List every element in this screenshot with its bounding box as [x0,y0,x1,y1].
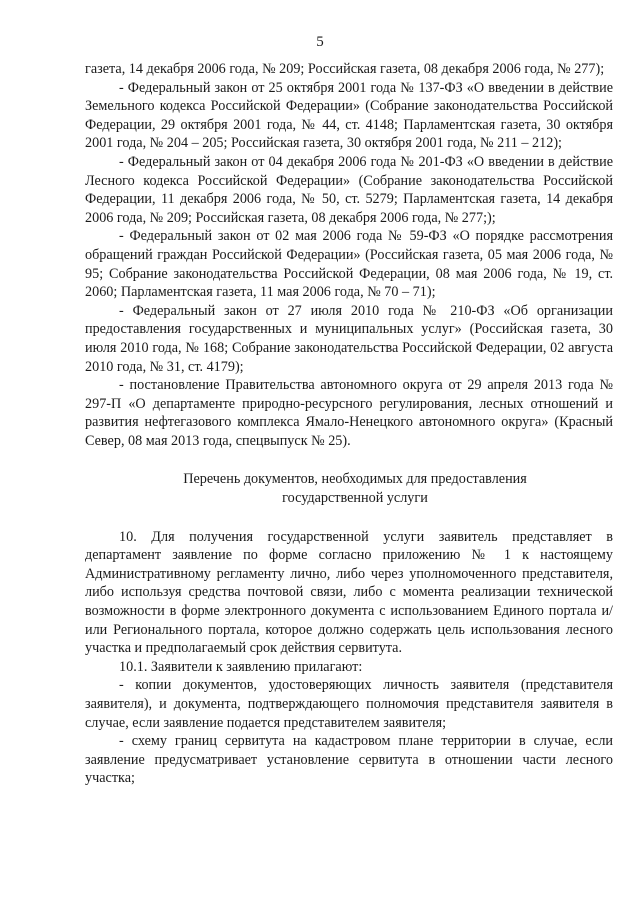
paragraph: 10. Для получения государственной услуги заявитель представляет в департамент заявление по форме согласно приложению № 1 к настоящему Административному регламенту лично, либо через уполномоченного представителя, либо используя средства почтовой связи, либо с момента реализации технической возможности в форме электронного документа с использованием Единого портала и/или Регионального портала, которое должно содержать цель использования лесного участка и предполагаемый срок действия сервитута. [85,528,613,657]
paragraph: 10.1. Заявители к заявлению прилагают: [119,658,363,675]
paragraph: - Федеральный закон от 04 декабря 2006 года № 201-ФЗ «О введении в действие Лесного кодекса Российской Федерации» (Собрание законодательства Российской Федерации, 11 декабря 2006 года, № 50, ст. 5279; Парламентская газета, 14 декабря 2006 года, № 209; Российская газета, 08 декабря 2006 года, № 277;); [85,153,613,226]
paragraph: - Федеральный закон от 27 июля 2010 года № 210-ФЗ «Об организации предоставления государственных и муниципальных услуг» (Российская газета, 30 июля 2010 года, № 168; Собрание законодательства Российской Федерации, 02 августа 2010 года, № 31, ст. 4179); [85,302,613,375]
page-number: 5 [316,34,324,50]
paragraph: - схему границ сервитута на кадастровом плане территории в случае, если заявление предусматривает установление сервитута в отношении части лесного участка; [85,733,613,787]
paragraph: - копии документов, удостоверяющих личность заявителя (представителя заявителя), и документа, подтверждающего полномочия представителя заявителя в случае, если заявление подается представителем заявителя; [85,677,613,731]
legal-basis-list [85,60,613,450]
paragraph: - постановление Правительства автономного округа от 29 апреля 2013 года № 297-П «О департаменте природно-ресурсного регулирования, лесных отношений и развития нефтегазового комплекса Ямало-Ненецкого автономного округа» (Красный Север, 08 мая 2013 года, спецвыпуск № 25). [85,377,613,449]
section-heading [85,470,613,507]
section-heading-line2: государственной услуги [282,490,428,507]
paragraph: - Федеральный закон от 02 мая 2006 года № 59-ФЗ «О порядке рассмотрения обращений граждан Российской Федерации» (Российская газета, 05 мая 2006 года, № 95; Собрание законодательства Российской Федерации, 08 мая 2006 года, № 19, ст. 2060; Парламентская газета, 11 мая 2006 года, № 70 – 71); [85,228,613,301]
documents-list [85,528,613,788]
paragraph: газета, 14 декабря 2006 года, № 209; Российская газета, 08 декабря 2006 года, № 277); [85,61,605,77]
document-body [85,60,613,788]
section-heading-line1: Перечень документов, необходимых для предоставления [183,471,527,488]
paragraph: - Федеральный закон от 25 октября 2001 года № 137-ФЗ «О введении в действие Земельного кодекса Российской Федерации» (Собрание законодательства Российской Федерации, 29 октября 2001 года, № 44, ст. 4148; Парламентская газета, 30 октября 2001 года, № 204 – 205; Российская газета, 30 октября 2001 года, № 211 – 212); [85,79,613,152]
